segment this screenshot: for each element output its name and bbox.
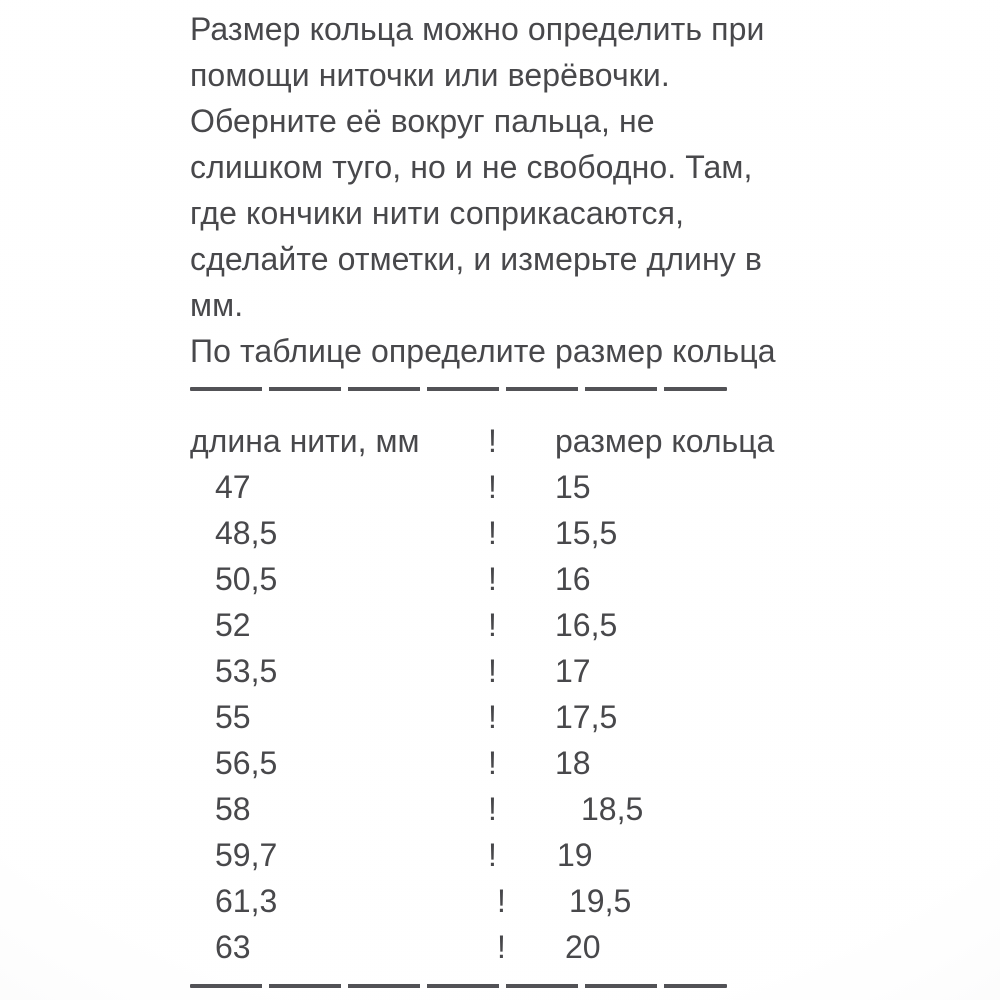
table-row xyxy=(190,832,1000,878)
ring-size-value: 19 xyxy=(557,837,593,873)
table-row xyxy=(190,510,1000,556)
table-header-row xyxy=(190,418,1000,464)
text-line: сделайте отметки, и измерьте длину в xyxy=(190,241,762,277)
column-separator: ! xyxy=(488,837,497,873)
ring-size-value: 19,5 xyxy=(569,883,632,919)
ring-size-value: 18,5 xyxy=(581,791,644,827)
thread-length-value: 50,5 xyxy=(215,561,278,597)
column-separator: ! xyxy=(488,745,497,781)
column-separator: ! xyxy=(488,423,497,459)
text-line: помощи ниточки или верёвочки. xyxy=(190,57,670,93)
ring-size-value: 15 xyxy=(555,469,591,505)
text-line: По таблице определите размер кольца xyxy=(190,333,776,369)
text-line: где кончики нити соприкасаются, xyxy=(190,195,685,231)
thread-length-value: 61,3 xyxy=(215,883,278,919)
ring-size-value: 18 xyxy=(555,745,591,781)
thread-length-value: 48,5 xyxy=(215,515,278,551)
text-line: слишком туго, но и не свободно. Там, xyxy=(190,149,753,185)
ring-size-value: 17,5 xyxy=(555,699,618,735)
thread-length-value: 63 xyxy=(215,929,251,965)
table-row xyxy=(190,878,1000,924)
thread-length-value: 47 xyxy=(215,469,251,505)
ring-size-value: 20 xyxy=(565,929,601,965)
column-separator: ! xyxy=(488,791,497,827)
thread-length-value: 53,5 xyxy=(215,653,278,689)
instructions-text xyxy=(190,6,1000,374)
table-row xyxy=(190,464,1000,510)
column-header-ring-size: размер кольца xyxy=(555,423,775,459)
column-separator: ! xyxy=(488,607,497,643)
column-separator: ! xyxy=(488,561,497,597)
column-header-thread-length: длина нити, мм xyxy=(190,423,420,459)
thread-length-value: 58 xyxy=(215,791,251,827)
column-separator: ! xyxy=(488,653,497,689)
text-line: мм. xyxy=(190,287,244,323)
thread-length-value: 59,7 xyxy=(215,837,278,873)
column-separator: ! xyxy=(488,469,497,505)
table-row xyxy=(190,740,1000,786)
divider-line-top xyxy=(190,387,727,391)
table-row xyxy=(190,648,1000,694)
text-line: Оберните её вокруг пальца, не xyxy=(190,103,655,139)
ring-size-value: 16 xyxy=(555,561,591,597)
ring-size-table xyxy=(190,418,1000,970)
column-separator: ! xyxy=(488,699,497,735)
thread-length-value: 56,5 xyxy=(215,745,278,781)
ring-size-value: 16,5 xyxy=(555,607,618,643)
divider-line-bottom xyxy=(190,984,727,988)
table-row xyxy=(190,556,1000,602)
thread-length-value: 55 xyxy=(215,699,251,735)
ring-size-value: 17 xyxy=(555,653,591,689)
table-row xyxy=(190,694,1000,740)
table-row xyxy=(190,602,1000,648)
column-separator: ! xyxy=(497,883,506,919)
column-separator: ! xyxy=(497,929,506,965)
ring-size-value: 15,5 xyxy=(555,515,618,551)
table-row xyxy=(190,786,1000,832)
column-separator: ! xyxy=(488,515,497,551)
text-line: Размер кольца можно определить при xyxy=(190,11,765,47)
thread-length-value: 52 xyxy=(215,607,251,643)
table-row xyxy=(190,924,1000,970)
